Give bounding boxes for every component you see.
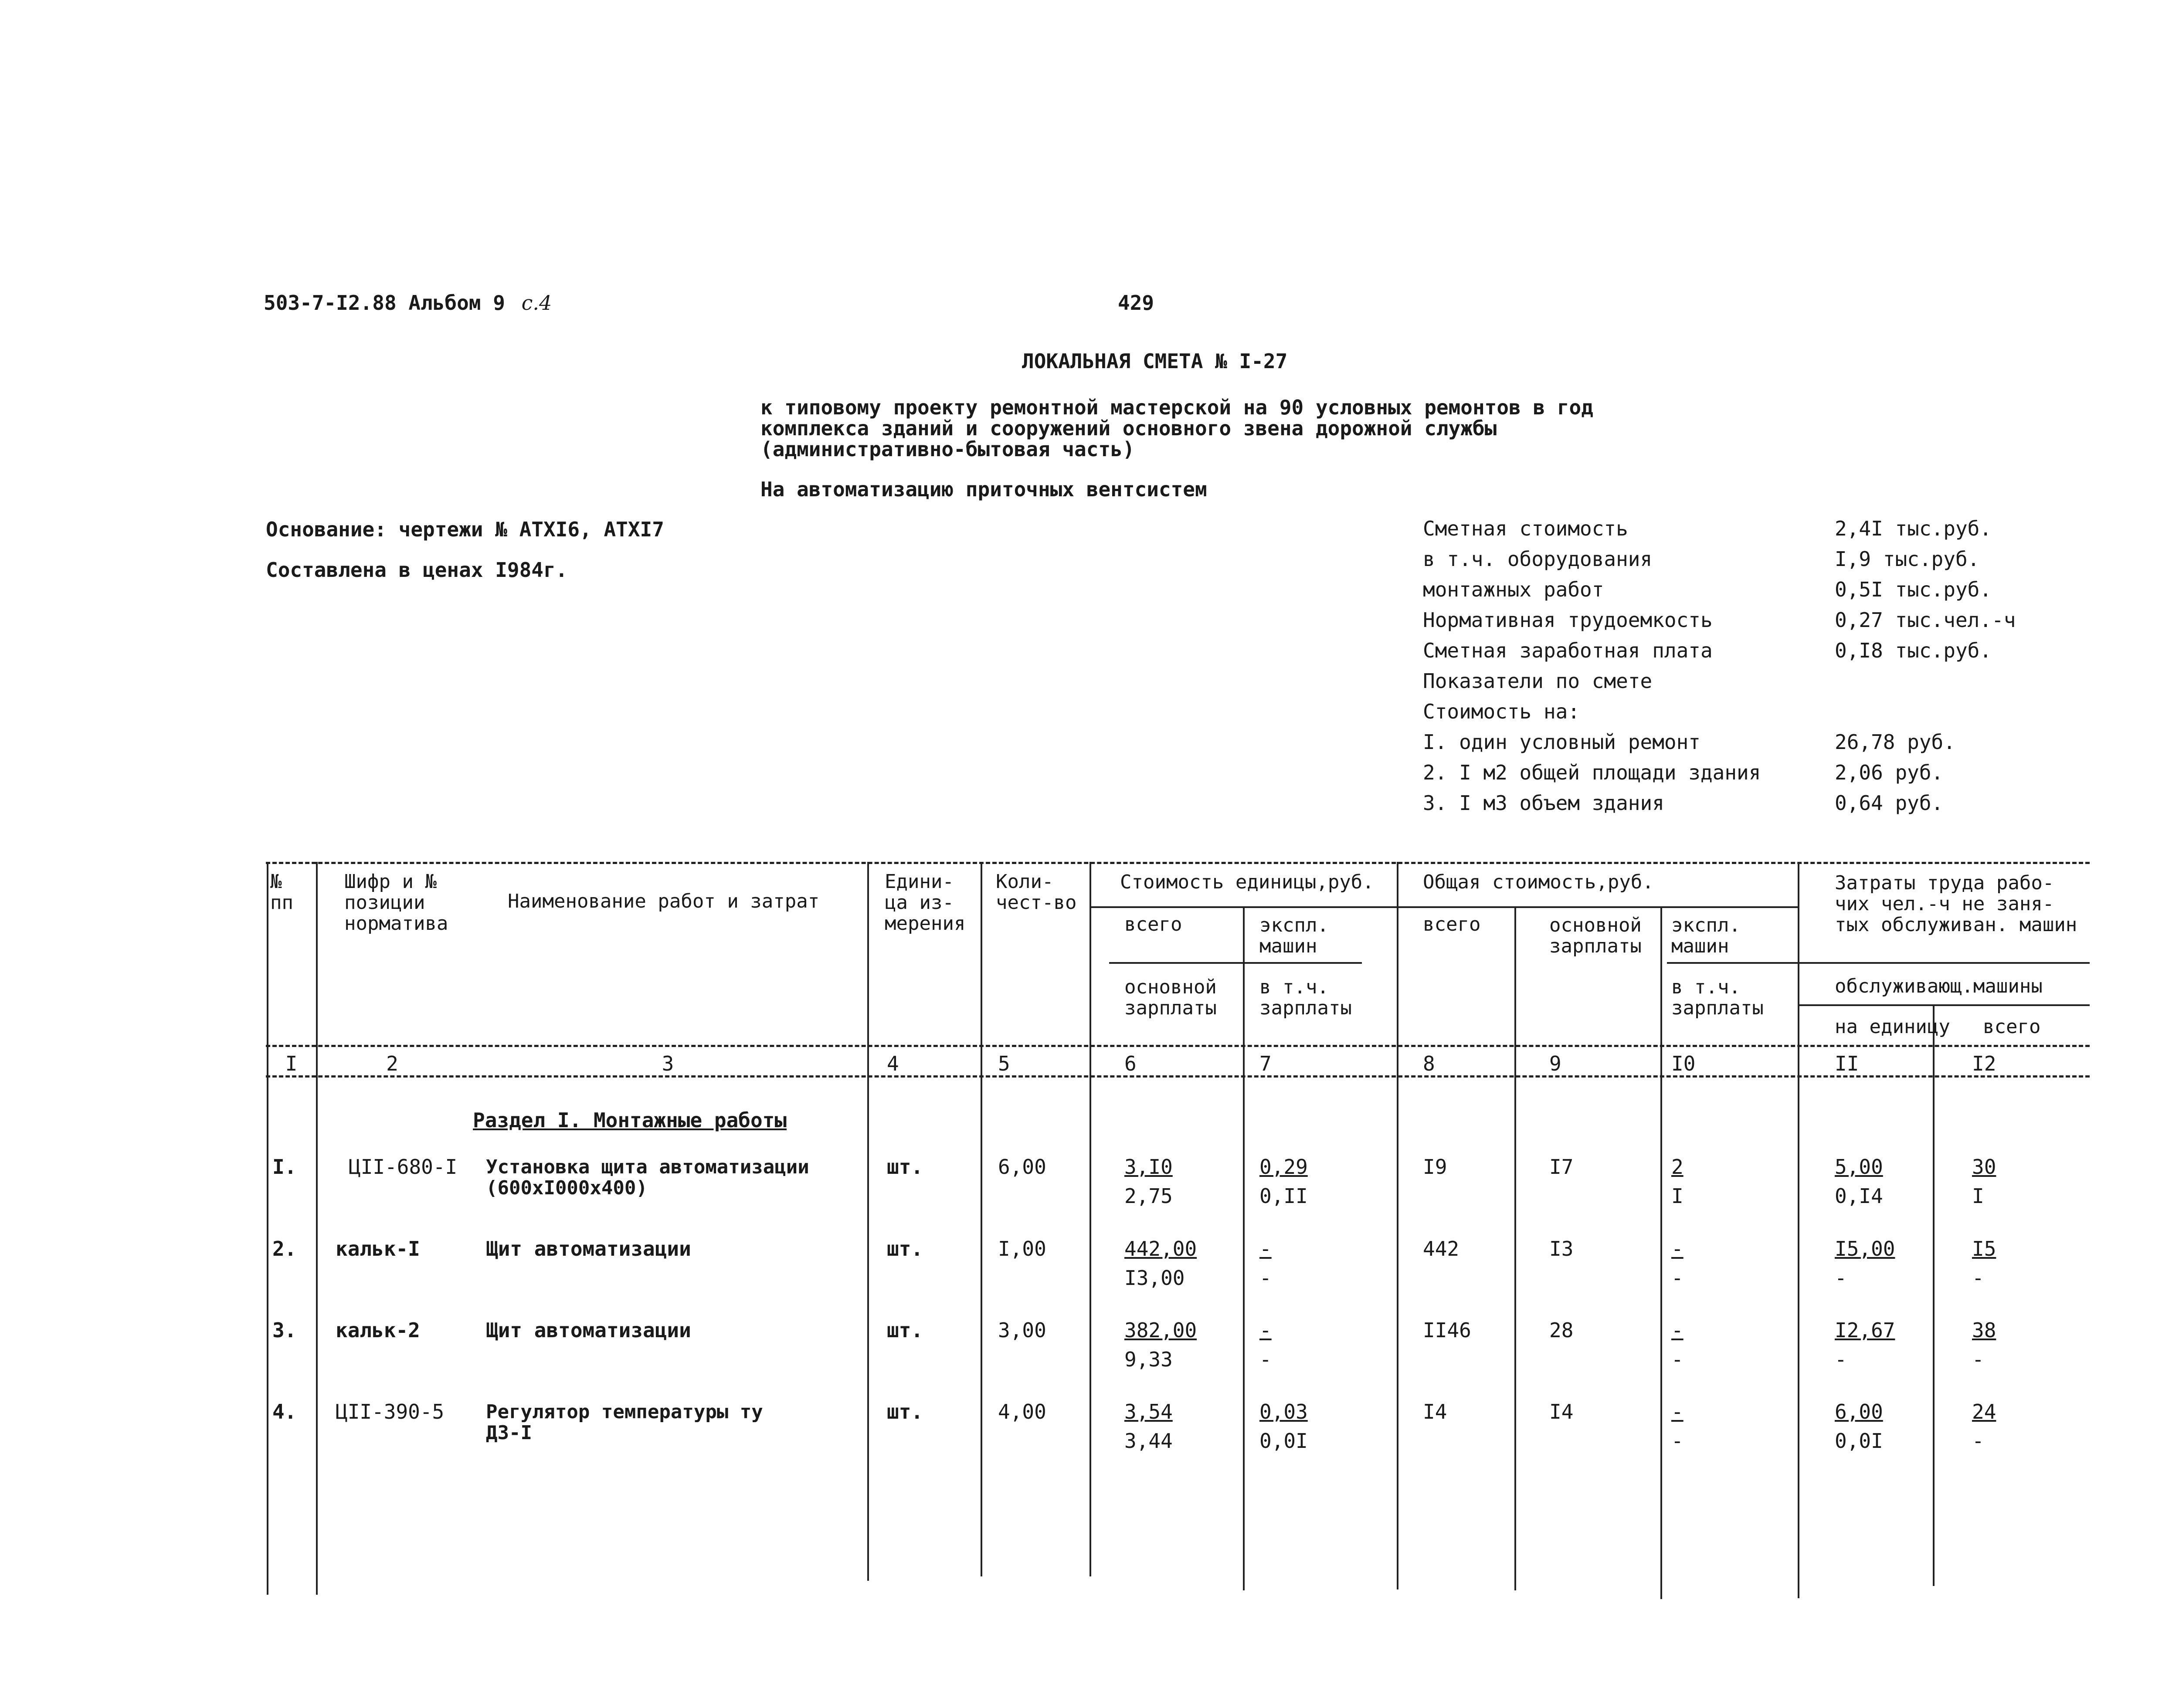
column-number: I [285,1052,298,1075]
column-number-rule [266,1075,2090,1078]
estimate-subject: На автоматизацию приточных вентсистем [760,478,1207,501]
section-title: Раздел I. Монтажные работы [473,1108,787,1132]
summary-label: 3. I м3 объем здания [1423,791,1664,815]
row-tc-total: 442 [1423,1237,1459,1261]
column-number: I0 [1671,1052,1696,1075]
header-unit-cost: Стоимость единицы,руб. [1120,871,1374,893]
column-number: 5 [998,1052,1010,1075]
column-number: 9 [1549,1052,1561,1075]
labor-sub-divider [1798,1004,2090,1006]
subtitle-line-1: к типовому проекту ремонтной мастерской на 90 условных ремонтов в год [760,396,1593,419]
row-uc-mach: 0,29 [1259,1155,1308,1179]
row-unit: шт. [887,1318,923,1342]
row-uc-mach-wage: - [1259,1348,1272,1371]
price-base: Составлена в ценах I984г. [266,558,568,582]
subtitle-line-3: (административно-бытовая часть) [760,437,1135,461]
summary-label: Сметная заработная плата [1423,639,1713,662]
row-tc-mach-wage: - [1671,1429,1683,1453]
col-rule [1933,1004,1935,1586]
header-bottom-rule [266,1045,2090,1047]
header-total-cost: Общая стоимость,руб. [1423,871,1654,893]
row-name: Щит автоматизации [486,1237,691,1261]
summary-value: I,9 тыс.руб. [1835,547,1980,571]
summary-value: 26,78 руб. [1835,730,1955,754]
col-rule [1397,862,1398,1589]
row-uc-mach-wage: - [1259,1266,1272,1290]
row-uc-mach: 0,03 [1259,1400,1308,1423]
row-uc-total: 442,00 [1124,1237,1197,1261]
doc-reference: 503-7-I2.88 Альбом 9 c.4 [264,291,552,315]
row-tc-mach: - [1671,1400,1683,1423]
row-tc-total: I4 [1423,1400,1447,1423]
row-name: Щит автоматизации [486,1318,691,1342]
row-tc-wage: 28 [1549,1318,1574,1342]
header-labor-mach: обслуживающ.машины [1835,975,2043,997]
row-unit: шт. [887,1237,923,1261]
row-code: кальк-I [336,1237,420,1261]
row-tc-total: II46 [1423,1318,1471,1342]
header-tc-mach: экспл. машин [1671,914,1741,957]
row-unit: шт. [887,1400,923,1423]
row-labor-total-mach: - [1972,1266,1984,1290]
row-uc-wage: 9,33 [1124,1348,1173,1371]
row-labor-unit: I2,67 [1835,1318,1895,1342]
column-number: II [1835,1052,1859,1075]
column-number: 4 [887,1052,899,1075]
table-top-rule [266,862,2090,864]
column-number: I2 [1972,1052,1996,1075]
row-tc-total: I9 [1423,1155,1447,1179]
col-rule [1243,906,1245,1590]
row-uc-total: 3,I0 [1124,1155,1173,1179]
row-code: кальк-2 [336,1318,420,1342]
row-labor-unit: I5,00 [1835,1237,1895,1261]
column-number: 2 [386,1052,398,1075]
row-labor-unit: 5,00 [1835,1155,1883,1179]
row-name: Регулятор температуры ту ДЗ-I [486,1401,763,1444]
row-num: 4. [272,1400,297,1423]
cost-group-divider [1090,906,1798,908]
row-tc-wage: I3 [1549,1237,1574,1261]
handwritten-note: c.4 [521,291,552,315]
header-labor-unit: на единицу [1835,1016,1950,1038]
summary-label: монтажных работ [1423,578,1604,601]
summary-label: Нормативная трудоемкость [1423,608,1713,632]
row-tc-mach-wage: I [1671,1184,1683,1208]
row-labor-total: I5 [1972,1237,1996,1261]
summary-value: 2,4I тыс.руб. [1835,517,1992,540]
summary-label: 2. I м2 общей площади здания [1423,761,1761,784]
header-name: Наименование работ и затрат [508,890,820,912]
labor-divider [1798,962,2090,964]
basis-drawings: Основание: чертежи № АТХI6, АТХI7 [266,518,664,541]
col-rule [1660,906,1662,1599]
page-number: 429 [1118,291,1154,315]
row-uc-mach: - [1259,1237,1272,1261]
row-labor-total-mach: - [1972,1429,1984,1453]
row-tc-wage: I7 [1549,1155,1574,1179]
summary-label: Сметная стоимость [1423,517,1628,540]
estimate-title: ЛОКАЛЬНАЯ СМЕТА № I-27 [1022,349,1288,373]
row-tc-mach: 2 [1671,1155,1683,1179]
row-code: ЦII-680-I [349,1155,458,1179]
row-num: 2. [272,1237,297,1261]
row-labor-total: 38 [1972,1318,1996,1342]
row-code: ЦII-390-5 [336,1400,445,1423]
header-tc-mach-wage: в т.ч. зарплаты [1671,976,1764,1019]
row-uc-total: 382,00 [1124,1318,1197,1342]
row-qty: 6,00 [998,1155,1046,1179]
header-num: № пп [270,871,293,914]
col-rule [1090,862,1091,1576]
row-labor-unit-mach: - [1835,1348,1847,1371]
row-unit: шт. [887,1155,923,1179]
row-uc-mach-wage: 0,II [1259,1184,1308,1208]
row-labor-total: 24 [1972,1400,1996,1423]
row-labor-unit-mach: 0,I4 [1835,1184,1883,1208]
uc-divider [1109,962,1362,964]
summary-value: 0,5I тыс.руб. [1835,578,1992,601]
col-rule [267,862,268,1595]
header-code: Шифр и № позиции норматива [344,871,448,935]
header-uc-mach-wage: в т.ч. зарплаты [1259,976,1352,1019]
summary-value: 0,27 тыс.чел.-ч [1835,608,2016,632]
header-qty: Коли-чест-во [996,871,1077,914]
col-rule [981,862,982,1576]
column-number: 3 [662,1052,674,1075]
row-labor-total-mach: - [1972,1348,1984,1371]
row-qty: 3,00 [998,1318,1046,1342]
header-tc-wage: основной зарплаты [1549,914,1642,957]
column-number: 7 [1259,1052,1272,1075]
tc-mach-divider [1667,962,1798,964]
row-uc-mach: - [1259,1318,1272,1342]
summary-value: 2,06 руб. [1835,761,1944,784]
row-tc-mach-wage: - [1671,1348,1683,1371]
row-name: Установка щита автоматизации (600хI000х400) [486,1156,809,1199]
row-labor-unit-mach: - [1835,1266,1847,1290]
row-uc-total: 3,54 [1124,1400,1173,1423]
header-labor: Затраты труда рабо-чих чел.-ч не заня-тых обслуживан. машин [1835,872,2077,936]
summary-value: 0,I8 тыс.руб. [1835,639,1992,662]
row-tc-mach-wage: - [1671,1266,1683,1290]
row-uc-wage: 2,75 [1124,1184,1173,1208]
header-tc-total: всего [1423,913,1481,935]
summary-label: Стоимость на: [1423,700,1580,723]
summary-label: в т.ч. оборудования [1423,547,1653,571]
column-number: 8 [1423,1052,1435,1075]
row-labor-unit-mach: 0,0I [1835,1429,1883,1453]
row-tc-mach: - [1671,1318,1683,1342]
row-labor-total-mach: I [1972,1184,1984,1208]
row-uc-wage: I3,00 [1124,1266,1185,1290]
row-qty: I,00 [998,1237,1046,1261]
row-qty: 4,00 [998,1400,1046,1423]
col-rule [1798,862,1799,1598]
row-labor-unit: 6,00 [1835,1400,1883,1423]
header-unit: Едини-ца из-мерения [885,871,966,935]
subtitle-line-2: комплекса зданий и сооружений основного звена дорожной службы [760,417,1497,440]
col-rule [1514,906,1516,1590]
row-tc-wage: I4 [1549,1400,1574,1423]
column-number: 6 [1124,1052,1137,1075]
row-num: 3. [272,1318,297,1342]
row-num: I. [272,1155,297,1179]
header-uc-total: всего [1124,913,1182,935]
summary-label: I. один условный ремонт [1423,730,1700,754]
col-rule [867,862,869,1581]
header-uc-wage: основной зарплаты [1124,976,1217,1019]
header-uc-mach: экспл. машин [1259,914,1329,957]
row-tc-mach: - [1671,1237,1683,1261]
row-labor-total: 30 [1972,1155,1996,1179]
row-uc-mach-wage: 0,0I [1259,1429,1308,1453]
col-rule [316,862,318,1595]
summary-label: Показатели по смете [1423,669,1653,693]
row-uc-wage: 3,44 [1124,1429,1173,1453]
header-labor-total: всего [1983,1016,2041,1038]
summary-value: 0,64 руб. [1835,791,1944,815]
